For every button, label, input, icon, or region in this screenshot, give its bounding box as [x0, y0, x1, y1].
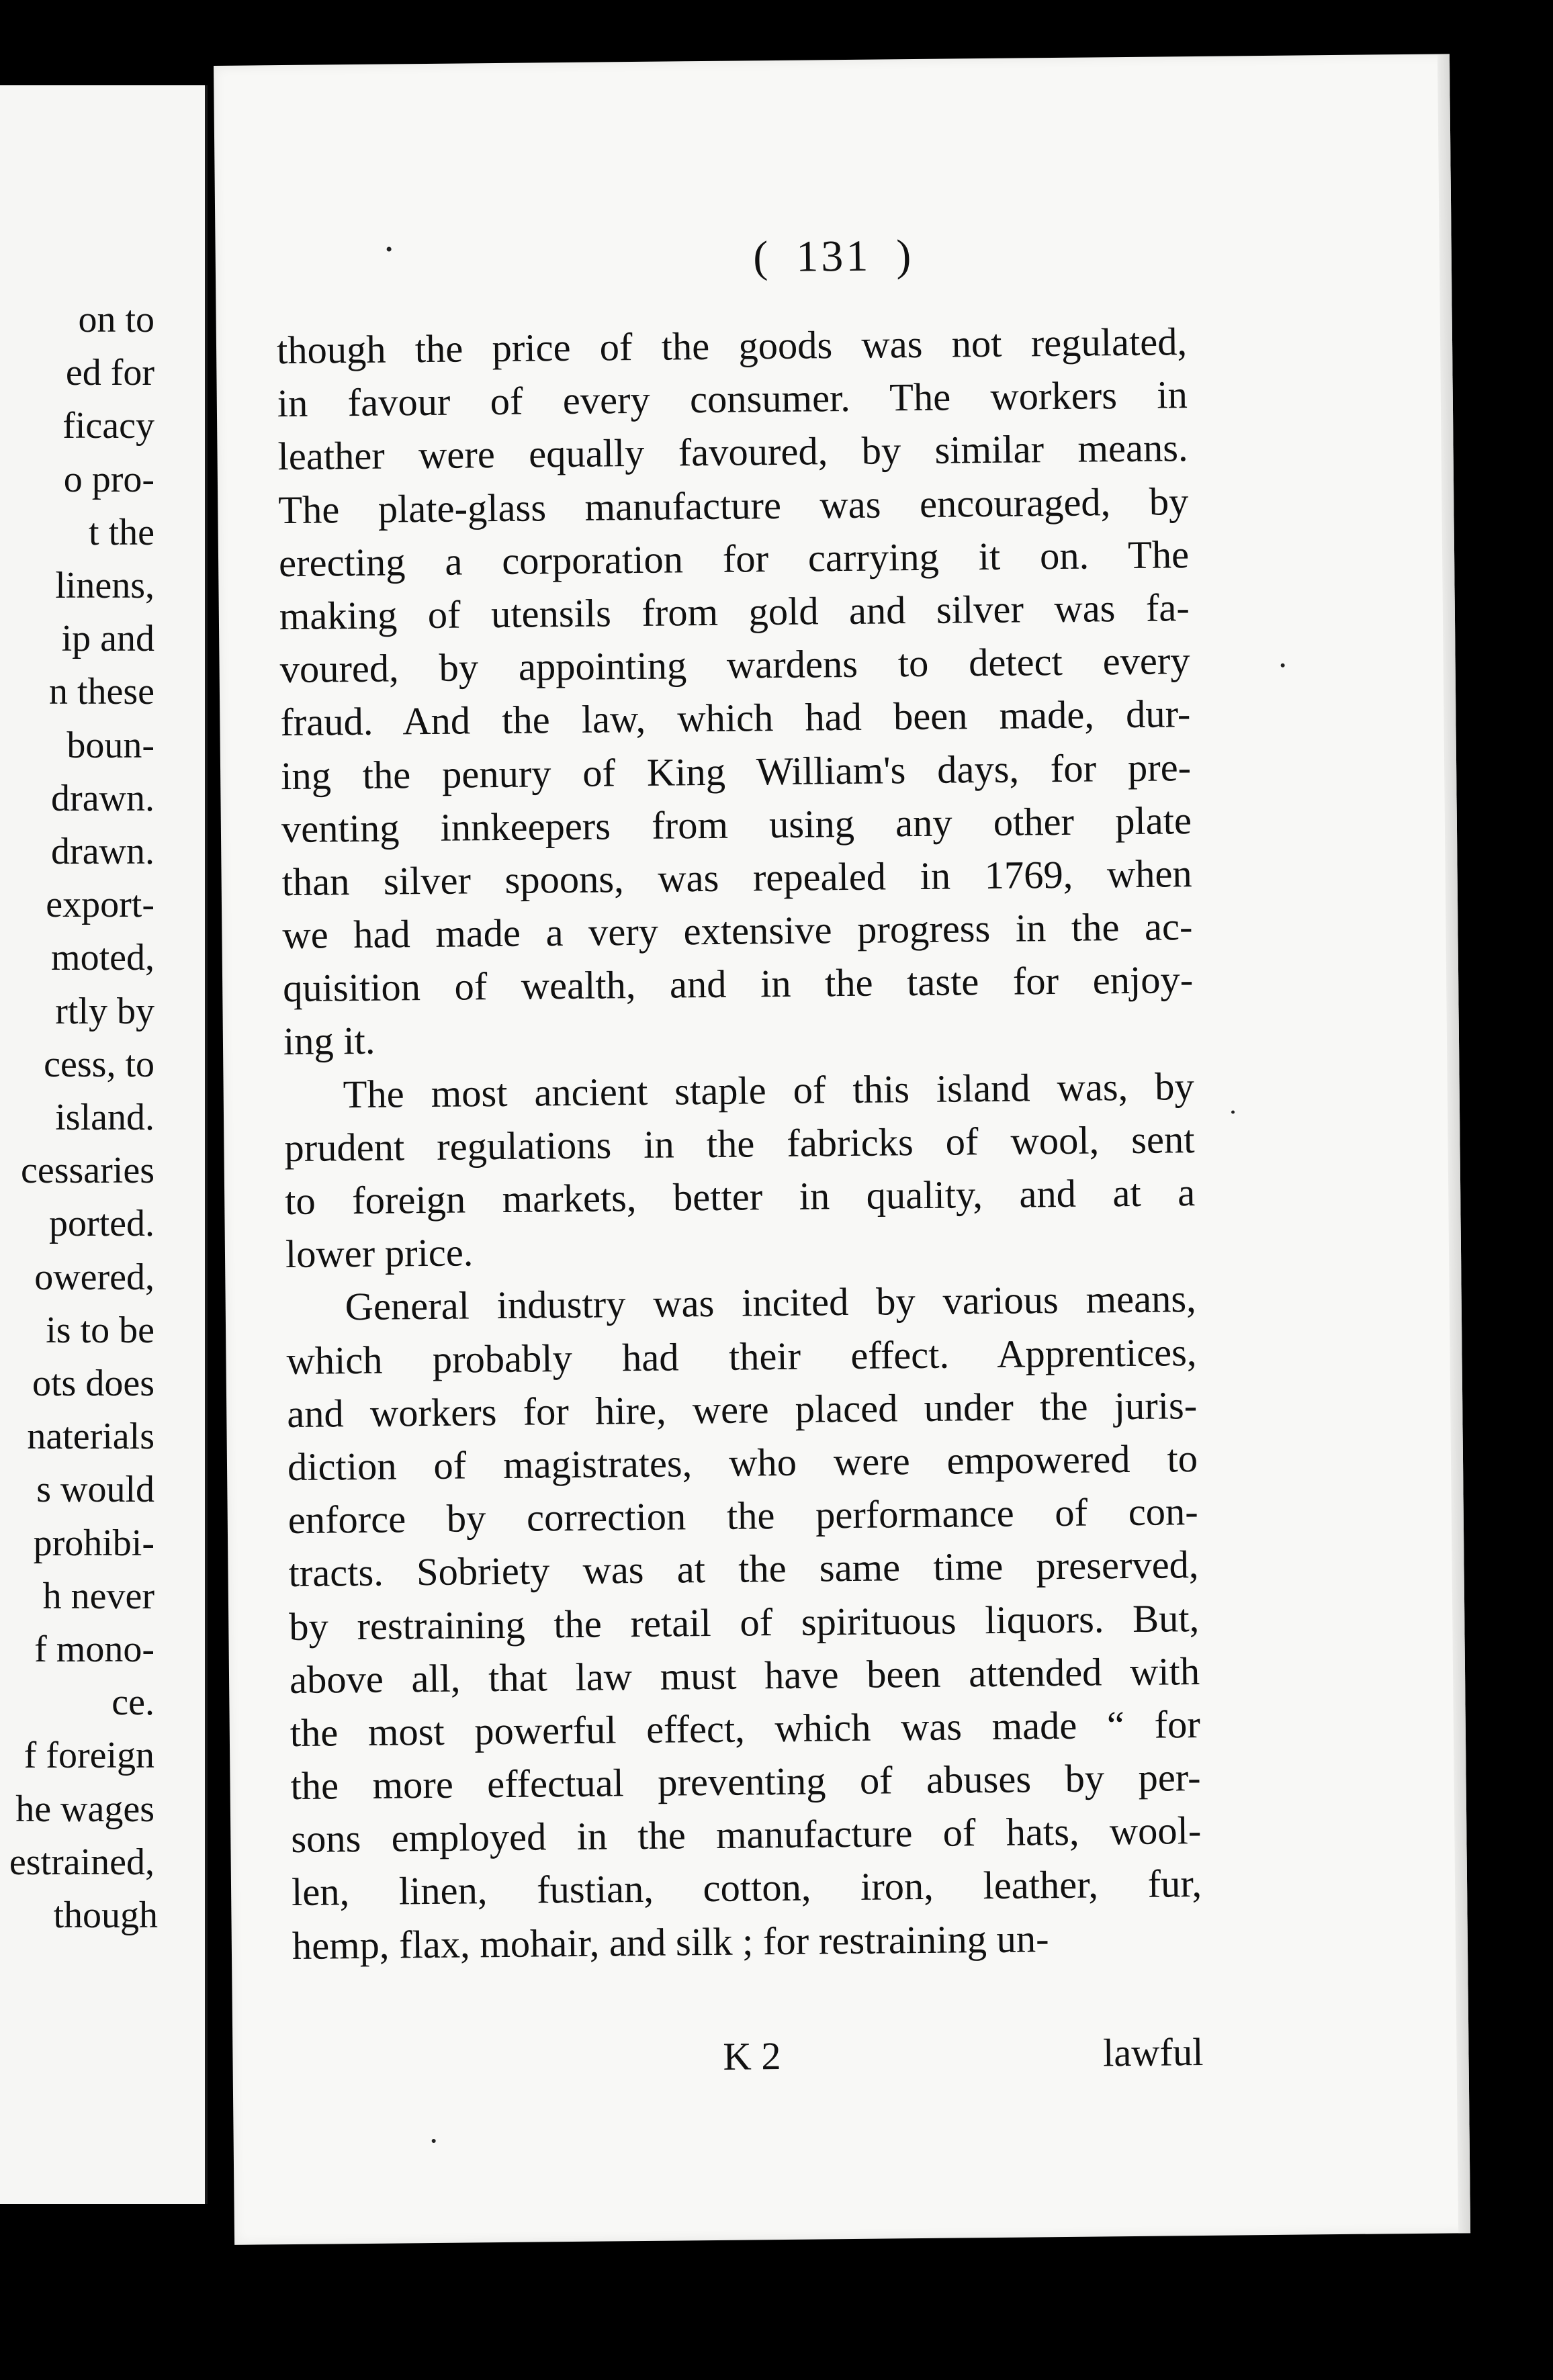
text-line: erecting a corporation for carrying it on. The [278, 532, 1190, 585]
left-page-line: boun- [66, 724, 154, 766]
text-line: enforce by correction the performance of con- [287, 1490, 1199, 1543]
left-page-line: ots does [32, 1363, 154, 1404]
paragraph [277, 315, 1194, 1068]
text-line: quisition of wealth, and in the taste for enjoy- [282, 958, 1194, 1011]
left-page-line: t the [89, 511, 154, 553]
text-line: making of utensils from gold and silver was fa- [279, 586, 1190, 639]
text-line: though the price of the goods was not regulated, [276, 320, 1188, 373]
text-line: fraud. And the law, which had been made, dur- [280, 692, 1191, 745]
left-page-line: island. [55, 1097, 154, 1138]
text-line: and workers for hire, were placed under the juris- [286, 1383, 1198, 1436]
text-line: The plate-glass manufacture was encouraged, by [278, 479, 1189, 532]
left-page-line: ficacy [62, 405, 154, 447]
left-page-line: owered, [34, 1256, 154, 1298]
left-page-line: ported. [48, 1203, 154, 1245]
text-line: lower price. [285, 1230, 474, 1277]
page-number-close-paren: ) [895, 231, 914, 281]
left-page-line: on to [78, 299, 154, 340]
text-line: leather were equally favoured, by similar means. [277, 426, 1188, 479]
text-line: sons employed in the manufacture of hats, wool- [291, 1809, 1202, 1862]
page-edge [1437, 54, 1470, 2233]
text-line: tracts. Sobriety was at the same time preserved, [288, 1543, 1199, 1596]
text-line: the more effectual preventing of abuses by per- [290, 1755, 1201, 1809]
text-line: ing the penury of King William's days, for pre- [280, 745, 1192, 798]
text-line: which probably had their effect. Apprentices, [286, 1330, 1197, 1383]
left-page-line: n these [48, 671, 154, 713]
text-line: ing it. [283, 1019, 375, 1064]
body-text [277, 315, 1203, 1972]
left-page-line: ed for [65, 352, 154, 394]
ink-speck [1281, 663, 1285, 668]
left-page-line: h never [42, 1575, 154, 1617]
left-page-line: rtly by [55, 990, 154, 1032]
signature-mark: K 2 [723, 2034, 781, 2078]
left-page-line: prohibi- [33, 1522, 154, 1564]
paragraph [283, 1060, 1196, 1281]
text-line: len, linen, fustian, cotton, iron, leather, fur, [291, 1862, 1202, 1915]
text-line: the most powerful effect, which was made “ for [290, 1702, 1201, 1755]
left-page-line: drawn. [51, 831, 154, 872]
paragraph [285, 1272, 1202, 1972]
text-line: than silver spoons, was repealed in 1769, when [281, 851, 1192, 904]
left-facing-page [0, 85, 208, 2204]
text-line: to foreign markets, better in quality, and at a [284, 1171, 1196, 1224]
catchword: lawful [1102, 2029, 1204, 2075]
left-page-line: export- [46, 884, 154, 926]
text-line: voured, by appointing wardens to detect every [279, 639, 1190, 692]
ink-speck [432, 2139, 436, 2143]
left-page-line: naterials [27, 1416, 154, 1458]
left-page-line: linens, [55, 565, 154, 606]
text-line: hemp, flax, mohair, and silk ; for restraining un- [292, 1916, 1049, 1968]
text-line: prudent regulations in the fabricks of wool, sent [284, 1117, 1195, 1170]
text-line: above all, that law must have been attended with [289, 1649, 1200, 1702]
page-number: 131 [795, 231, 871, 281]
left-page-line: o pro- [63, 458, 154, 500]
text-line: General industry was incited by various means, [345, 1277, 1197, 1329]
left-page-line: f foreign [24, 1735, 154, 1777]
ink-speck [1231, 1110, 1235, 1113]
left-page-line: is to be [46, 1309, 154, 1351]
text-line: by restraining the retail of spirituous liquors. But, [289, 1596, 1200, 1649]
ink-speck [387, 246, 392, 251]
left-page-line: s would [36, 1469, 154, 1511]
page-footer [293, 2029, 1204, 2092]
left-page-line: f mono- [34, 1629, 154, 1670]
left-page-line: ip and [61, 618, 154, 660]
text-line: diction of magistrates, who were empowered to [287, 1436, 1198, 1489]
left-page-line: he wages [15, 1788, 154, 1830]
text-line: The most ancient staple of this island was, by [343, 1064, 1194, 1116]
left-page-line: estrained, [9, 1841, 154, 1883]
page-header [215, 225, 1452, 288]
page-number-open-paren: ( [752, 232, 771, 282]
left-page-line: cess, to [44, 1043, 154, 1085]
left-page-line: moted, [51, 937, 154, 979]
left-page-line: drawn. [51, 777, 154, 819]
left-page-line: cessaries [20, 1150, 154, 1192]
text-line: in favour of every consumer. The workers in [277, 373, 1188, 426]
text-line: we had made a very extensive progress in the ac- [282, 905, 1193, 958]
right-page [214, 54, 1470, 2245]
text-line: venting innkeepers from using any other plate [281, 798, 1192, 851]
left-page-line: ce. [112, 1682, 154, 1724]
left-page-line: though [53, 1894, 158, 1936]
